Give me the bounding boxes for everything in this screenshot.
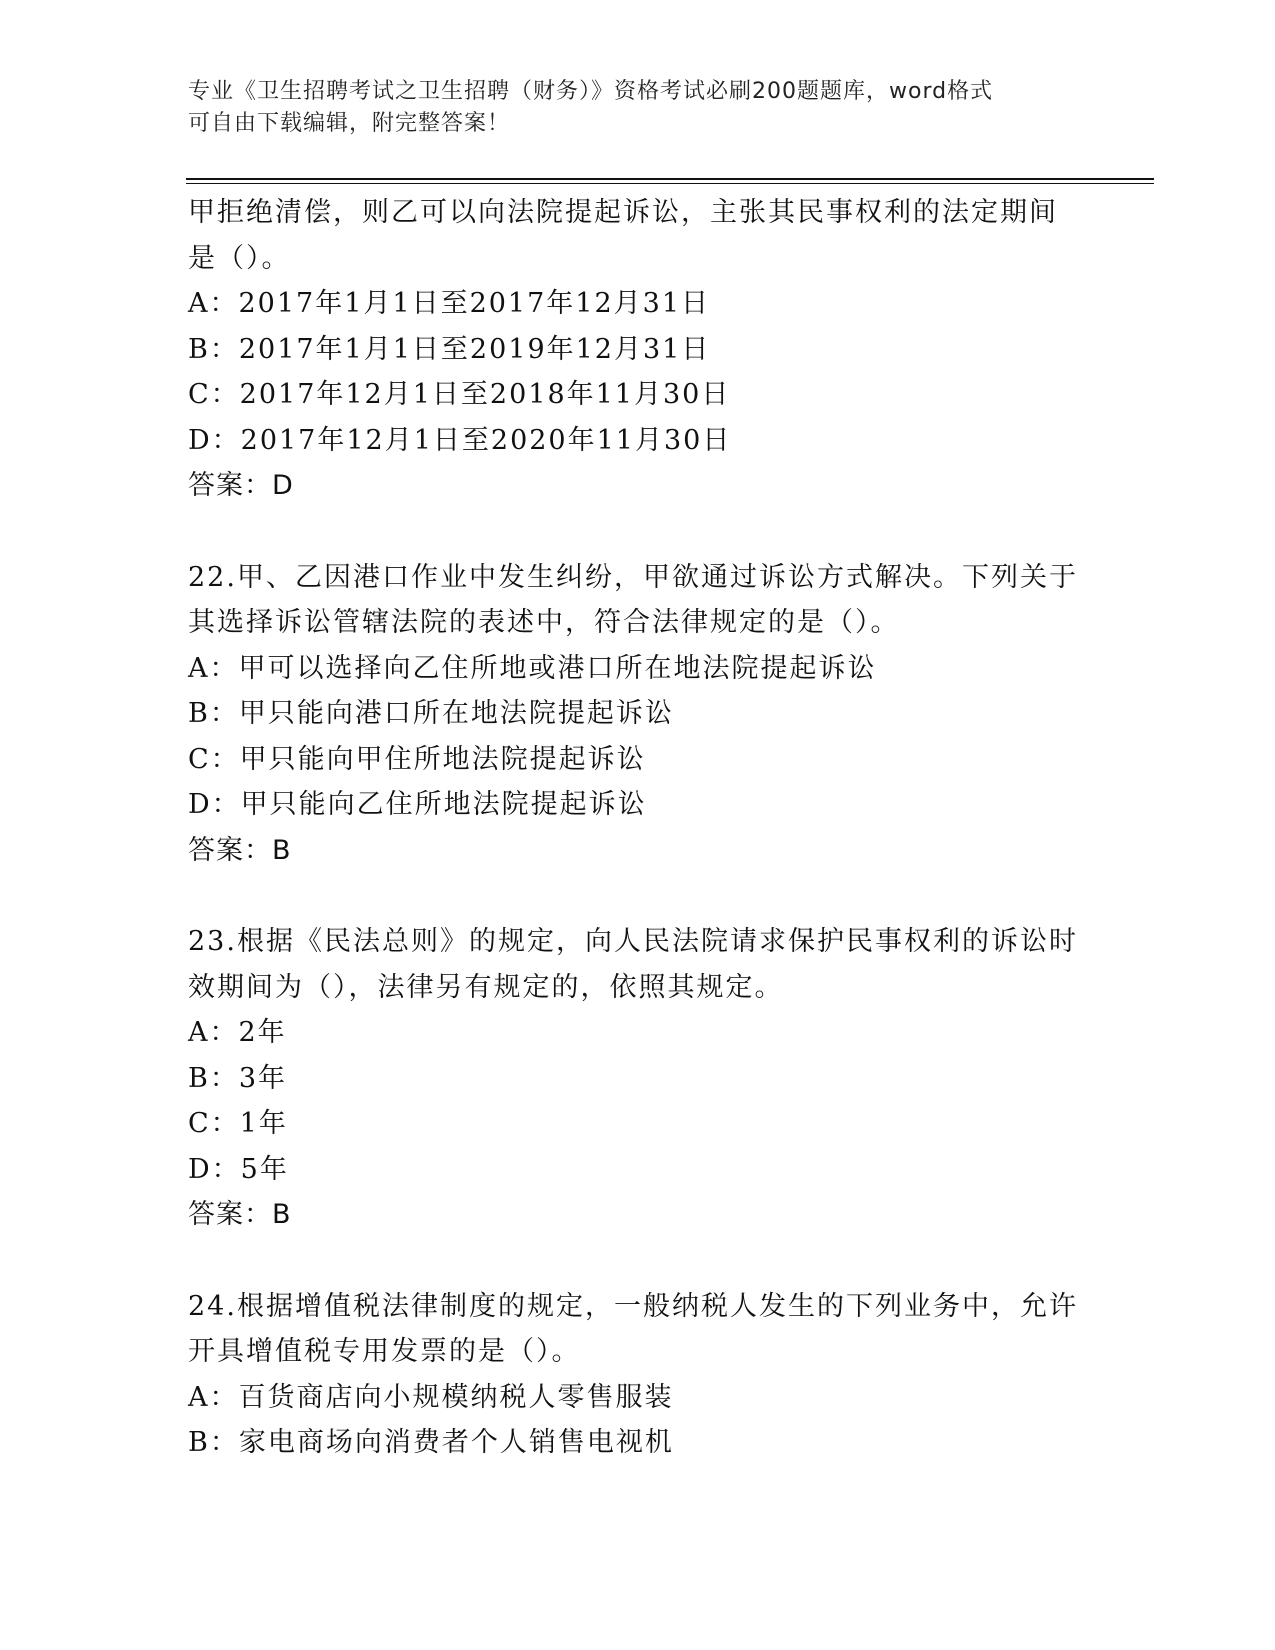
question-21 xyxy=(188,190,1148,509)
question-stem: 23.根据《民法总则》的规定，向人民法院请求保护民事权利的诉讼时 xyxy=(188,926,1078,957)
header-line-2: 可自由下载编辑，附完整答案！ xyxy=(188,111,511,136)
option-b: B：2017年1月1日至2019年12月31日 xyxy=(188,333,711,365)
question-stem: 24.根据增值税法律制度的规定，一般纳税人发生的下列业务中，允许 xyxy=(188,1290,1078,1322)
option-c: C：甲只能向甲住所地法院提起诉讼 xyxy=(188,743,646,775)
answer: 答案：B xyxy=(188,1199,292,1230)
option-a: A：百货商店向小规模纳税人零售服装 xyxy=(188,1381,674,1413)
answer: 答案：D xyxy=(188,470,294,501)
question-22 xyxy=(188,555,1148,874)
question-stem: 甲拒绝清偿，则乙可以向法院提起诉讼，主张其民事权利的法定期间 xyxy=(188,197,1058,228)
question-list xyxy=(188,190,1148,1466)
answer: 答案：B xyxy=(188,834,292,866)
header-line-1: 专业《卫生招聘考试之卫生招聘（财务）》资格考试必刷200题题库，word格式 xyxy=(188,79,994,104)
option-d: D：甲只能向乙住所地法院提起诉讼 xyxy=(188,789,647,820)
option-b: B：3年 xyxy=(188,1062,288,1094)
option-c: C：1年 xyxy=(188,1108,288,1139)
header-rule-thin xyxy=(186,183,1154,184)
question-stem: 22.甲、乙因港口作业中发生纠纷，甲欲通过诉讼方式解决。下列关于 xyxy=(188,561,1078,593)
question-stem: 其选择诉讼管辖法院的表述中，符合法律规定的是（）。 xyxy=(188,607,900,638)
option-b: B：甲只能向港口所在地法院提起诉讼 xyxy=(188,698,674,729)
option-a: A：2年 xyxy=(188,1017,287,1048)
option-d: D：5年 xyxy=(188,1153,289,1185)
question-23 xyxy=(188,919,1148,1238)
option-a: A：甲可以选择向乙住所地或港口所在地法院提起诉讼 xyxy=(188,652,877,684)
question-stem: 开具增值税专用发票的是（）。 xyxy=(188,1336,581,1367)
question-stem: 效期间为（），法律另有规定的，依照其规定。 xyxy=(188,971,784,1003)
question-24 xyxy=(188,1284,1148,1466)
option-c: C：2017年12月1日至2018年11月30日 xyxy=(188,379,731,410)
header-rule-thick xyxy=(186,178,1154,180)
option-a: A：2017年1月1日至2017年12月31日 xyxy=(188,288,710,319)
option-b: B：家电商场向消费者个人销售电视机 xyxy=(188,1427,674,1458)
option-d: D：2017年12月1日至2020年11月30日 xyxy=(188,424,732,456)
document-header xyxy=(188,76,1088,140)
question-stem: 是（）。 xyxy=(188,242,291,274)
